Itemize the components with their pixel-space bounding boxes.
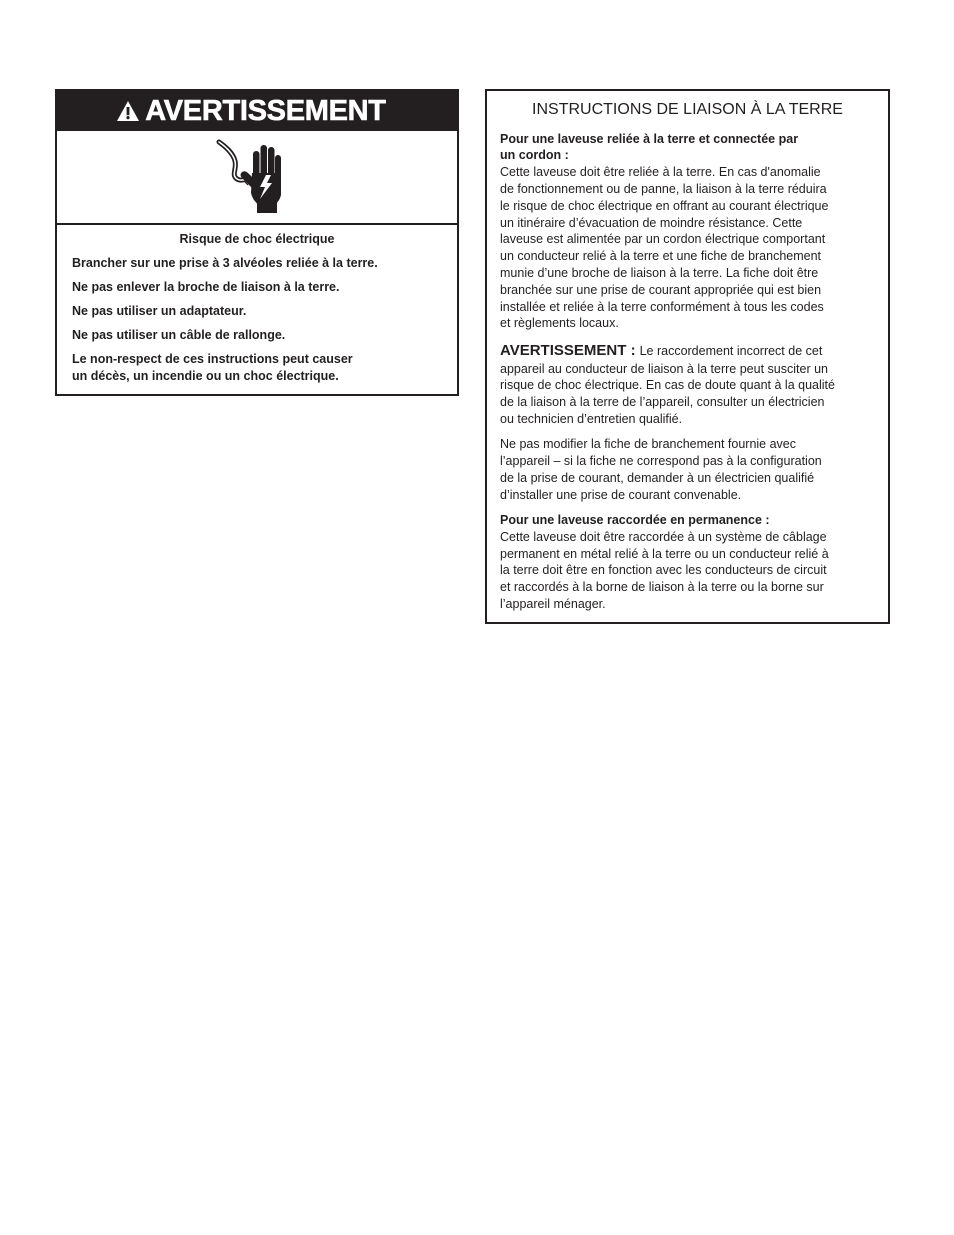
- hazard-title: [72, 231, 442, 248]
- consequence-line: Le non-respect de ces instructions peut causer: [72, 352, 353, 366]
- plug-note-line: Ne pas modifier la fiche de branchement fournie avec: [500, 437, 796, 452]
- warning-first-line: [500, 341, 875, 361]
- warning-triangle-icon: [116, 100, 140, 122]
- warning-text: [57, 225, 457, 385]
- instruction-item: [72, 279, 442, 296]
- warning-line: de la liaison à la terre de l’appareil, consulter un électricien: [500, 395, 825, 410]
- permanent-body-line: permanent en métal relié à la terre ou un conducteur relié à: [500, 546, 829, 561]
- permanent-body-line: l’appareil ménager.: [500, 597, 606, 612]
- warning-label: AVERTISSEMENT :: [500, 341, 636, 359]
- permanent-body-line: Cette laveuse doit être raccordée à un système de câblage: [500, 529, 827, 544]
- permanent-connection-section: [500, 512, 875, 613]
- warning-header: [57, 91, 457, 131]
- electric-shock-warning-box: [55, 89, 459, 396]
- pictogram-area: [57, 131, 457, 225]
- permanent-body-line: et raccordés à la borne de liaison à la terre ou la borne sur: [500, 580, 824, 595]
- instruction-text: Ne pas utiliser un adaptateur.: [72, 304, 247, 318]
- plug-note-line: de la prise de courant, demander à un électricien qualifié: [500, 470, 815, 485]
- corded-body-line: installée et reliée à la terre conformément à tous les codes: [500, 299, 824, 314]
- plug-note-line: l’appareil – si la fiche ne correspond pas à la configuration: [500, 454, 822, 469]
- instruction-item: [72, 255, 442, 272]
- grounding-title: INSTRUCTIONS DE LIAISON À LA TERRE: [532, 101, 843, 118]
- corded-body-line: munie d’une broche de liaison à la terre. La fiche doit être: [500, 265, 819, 280]
- corded-body-line: de fonctionnement ou de panne, la liaison à la terre réduira: [500, 181, 827, 196]
- corded-heading-line: un cordon :: [500, 148, 569, 163]
- warning-line: risque de choc électrique. En cas de doute quant à la qualité: [500, 378, 835, 393]
- permanent-body-line: la terre doit être en fonction avec les conducteurs de circuit: [500, 563, 827, 578]
- warning-header-title: AVERTISSEMENT: [145, 95, 386, 127]
- plug-note-line: d’installer une prise de courant convenable.: [500, 487, 742, 502]
- instruction-text: Brancher sur une prise à 3 alvéoles reliée à la terre.: [72, 256, 378, 270]
- instruction-item: [72, 303, 442, 320]
- warning-line: appareil au conducteur de liaison à la terre peut susciter un: [500, 361, 828, 376]
- warning-line: Le raccordement incorrect de cet: [639, 343, 823, 358]
- electric-shock-hand-icon: [215, 139, 287, 215]
- permanent-heading: Pour une laveuse raccordée en permanence :: [500, 513, 770, 528]
- consequence-line: un décès, un incendie ou un choc électrique.: [72, 369, 339, 383]
- grounding-instructions-box: [485, 89, 890, 624]
- instruction-item: [72, 327, 442, 344]
- hazard-title-text: Risque de choc électrique: [179, 232, 335, 246]
- corded-body-line: laveuse est alimentée par un cordon électrique comportant: [500, 232, 826, 247]
- corded-heading-line: Pour une laveuse reliée à la terre et connectée par: [500, 131, 799, 146]
- corded-body-line: un conducteur relié à la terre et une fiche de branchement: [500, 249, 822, 264]
- warning-line: ou technicien d’entretien qualifié.: [500, 412, 683, 427]
- corded-body-line: le risque de choc électrique en offrant au courant électrique: [500, 198, 829, 213]
- instruction-text: Ne pas utiliser un câble de rallonge.: [72, 328, 286, 342]
- consequence-statement: [72, 351, 442, 385]
- instruction-text: Ne pas enlever la broche de liaison à la terre.: [72, 280, 340, 294]
- corded-body-line: et règlements locaux.: [500, 316, 619, 331]
- plug-modification-note: [500, 436, 875, 503]
- corded-body-line: branchée sur une prise de courant appropriée qui est bien: [500, 282, 822, 297]
- corded-body-line: un itinéraire d’évacuation de moindre résistance. Cette: [500, 215, 803, 230]
- corded-section: [500, 131, 875, 333]
- corded-body-line: Cette laveuse doit être reliée à la terre. En cas d'anomalie: [500, 165, 821, 180]
- improper-connection-warning: [500, 341, 875, 428]
